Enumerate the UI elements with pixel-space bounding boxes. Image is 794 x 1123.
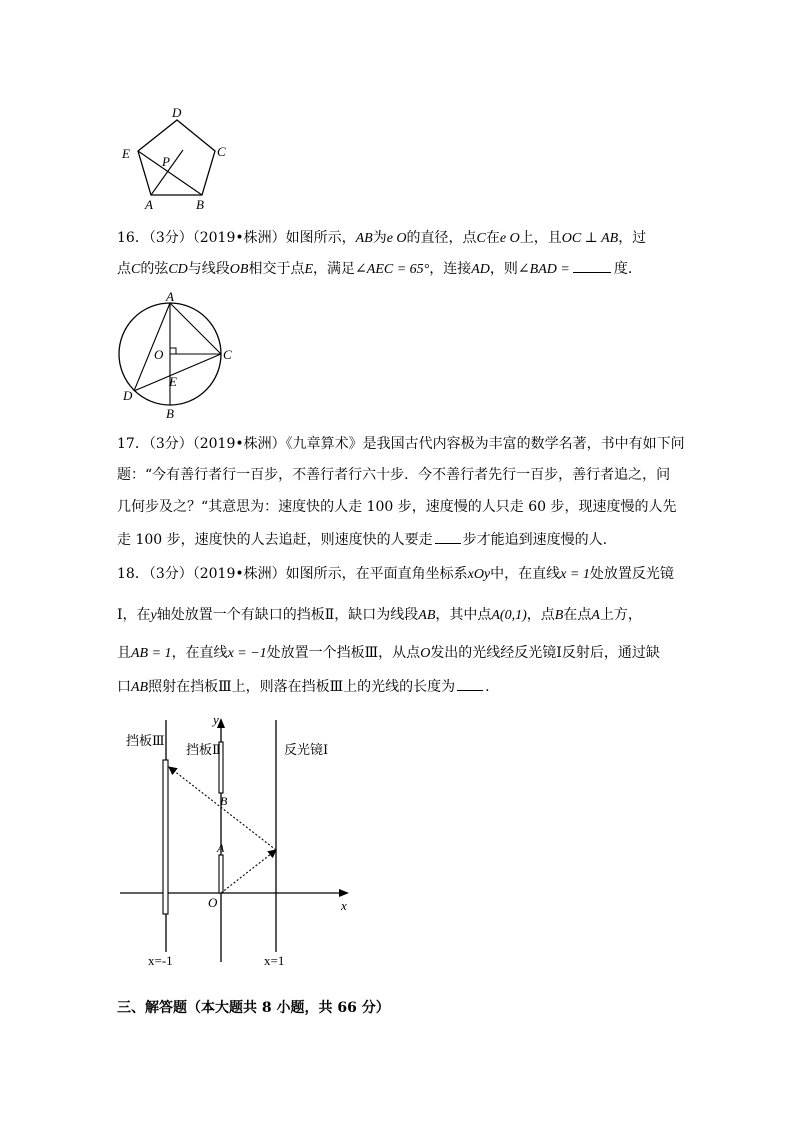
x-axis-arrow xyxy=(339,889,349,897)
label-o: O xyxy=(208,895,218,910)
label-b: B xyxy=(166,406,174,421)
q17-line-2: 题：“今有善行者行一百步，不善行者行六十步．今不善行者先行一百步，善行者追之，问 xyxy=(117,467,671,483)
right-angle-mark xyxy=(170,348,176,354)
pentagon-figure xyxy=(118,104,238,214)
q16-line-2: 点C的弦CD与线段OB相交于点E，满足∠AEC = 65°，连接AD，则∠BAD = 度. xyxy=(117,258,632,280)
label-c: C xyxy=(217,144,226,159)
label-d: D xyxy=(123,388,133,403)
q18-line-2: Ⅰ，在y轴处放置一个有缺口的挡板Ⅱ，缺口为线段AB，其中点A(0,1)，点B在点A上方， xyxy=(117,607,642,623)
q18-line-3: 且AB = 1，在直线x = −1处放置一个挡板Ⅲ，从点O发出的光线经反光镜Ⅰ反射后，通过缺 xyxy=(117,645,660,661)
label-x-1: x=1 xyxy=(264,953,285,968)
q18-line-1: 18．（3分）（2019•株洲）如图所示，在平面直角坐标系xOy中，在直线x = 1处放置反光镜 xyxy=(117,566,674,582)
ray-o-to-mirror xyxy=(221,850,276,893)
label-p: P xyxy=(162,154,170,169)
q16-line-1: 16．（3分）（2019•株洲）如图所示，AB为e O的直径，点C在e O上，且OC ⊥ AB，过 xyxy=(117,230,647,246)
answer-blank-18 xyxy=(457,676,483,691)
label-o: O xyxy=(154,347,164,362)
answer-blank-17 xyxy=(435,529,461,544)
board-3 xyxy=(163,760,168,914)
q17-line-1: 17．（3分）（2019•株洲）《九章算术》是我国古代内容极为丰富的数学名著，书中有如下问 xyxy=(117,436,685,452)
label-mirror: 反光镜Ⅰ xyxy=(284,742,329,757)
label-x-minus-1: x=-1 xyxy=(148,953,173,968)
line-ac xyxy=(170,303,221,354)
q17-line-4: 走 100 步，速度快的人去追赶，则速度快的人要走 步才能追到速度慢的人. xyxy=(117,529,607,550)
section-heading: 三、解答题（本大题共 8 小题，共 66 分） xyxy=(117,1000,390,1016)
label-x: x xyxy=(341,898,347,913)
pentagon-shape xyxy=(138,120,215,195)
board-2-lower xyxy=(219,855,223,893)
label-board-2: 挡板Ⅱ xyxy=(186,742,221,757)
q18-line-4: 口AB照射在挡板Ⅲ上，则落在挡板Ⅲ上的光线的长度为 . xyxy=(117,676,490,698)
label-a: A xyxy=(217,841,225,855)
label-d: D xyxy=(172,105,182,120)
label-e: E xyxy=(169,374,177,389)
label-y: y xyxy=(213,712,219,727)
circle-figure xyxy=(112,288,242,423)
q17-line-3: 几何步及之？“其意思为：速度快的人走 100 步，速度慢的人只走 60 步，现速度慢的人先 xyxy=(117,499,677,515)
label-b: B xyxy=(220,794,228,808)
label-b: B xyxy=(196,197,204,212)
answer-blank-16 xyxy=(573,258,611,273)
label-board-3: 挡板Ⅲ xyxy=(126,733,165,748)
coordinate-figure xyxy=(110,700,370,972)
diagonal-line xyxy=(138,151,202,195)
label-a: A xyxy=(145,197,153,212)
label-e: E xyxy=(122,146,130,161)
label-a: A xyxy=(166,289,174,304)
label-c: C xyxy=(223,347,232,362)
